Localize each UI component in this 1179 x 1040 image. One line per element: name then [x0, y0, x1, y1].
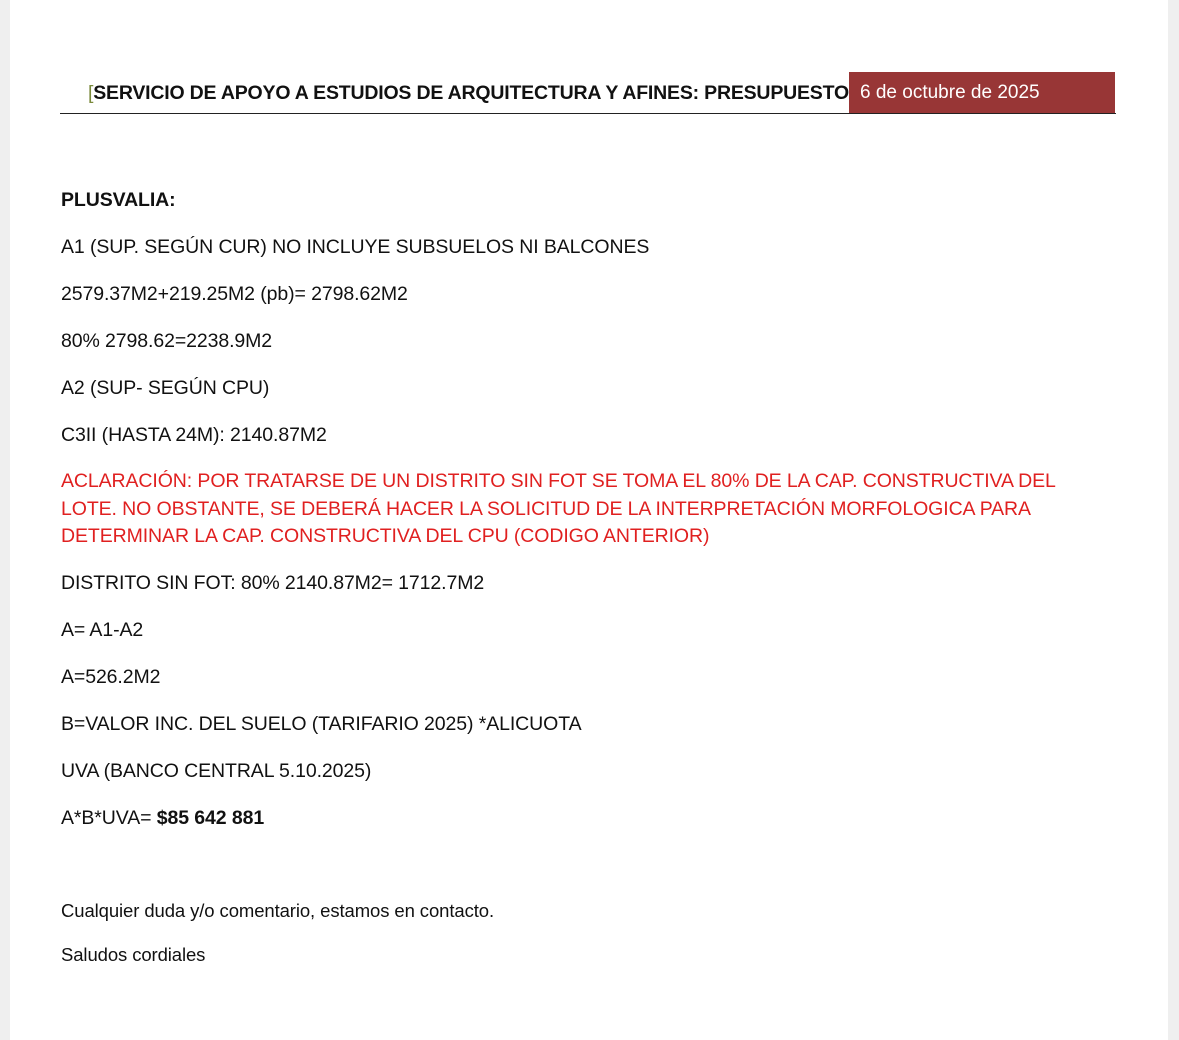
clarification-note: ACLARACIÓN: POR TRATARSE DE UN DISTRITO SIN FOT SE TOMA EL 80% DE LA CAP. CONSTRUCTIVA DEL LOTE. NO OBSTANTE, SE DEBERÁ HACER LA SOLICITUD DE LA INTERPRETACIÓN MORFOLOGICA PARA DETERMINAR LA CAP. CONSTRUCTIVA DEL CPU (CODIGO ANTERIOR) — [61, 470, 1056, 547]
line-b: B=VALOR INC. DEL SUELO (TARIFARIO 2025) *ALICUOTA — [61, 713, 582, 735]
line-a-formula: A= A1-A2 — [61, 619, 144, 641]
line-a-value: A=526.2M2 — [61, 666, 161, 688]
line-c3: C3II (HASTA 24M): 2140.87M2 — [61, 424, 327, 446]
result-line — [61, 807, 264, 830]
line-uva: UVA (BANCO CENTRAL 5.10.2025) — [61, 760, 372, 782]
line-a1: A1 (SUP. SEGÚN CUR) NO INCLUYE SUBSUELOS NI BALCONES — [61, 236, 650, 258]
line-a2: A2 (SUP- SEGÚN CPU) — [61, 377, 270, 399]
header-date: 6 de octubre de 2025 — [849, 72, 1115, 113]
result-label: A*B*UVA= — [61, 807, 157, 829]
line-sum: 2579.37M2+219.25M2 (pb)= 2798.62M2 — [61, 283, 408, 305]
document-header — [60, 72, 1116, 114]
result-value: $85 642 881 — [156, 807, 265, 829]
header-bracket-open: [ — [88, 82, 94, 104]
line-percent: 80% 2798.62=2238.9M2 — [61, 330, 273, 352]
header-title-text: SERVICIO DE APOYO A ESTUDIOS DE ARQUITECTURA Y AFINES: PRESUPUESTO — [93, 82, 849, 104]
line-distrito: DISTRITO SIN FOT: 80% 2140.87M2= 1712.7M2 — [61, 572, 485, 594]
contact-line: Cualquier duda y/o comentario, estamos en contacto. — [61, 900, 494, 921]
greeting-line: Saludos cordiales — [61, 944, 206, 965]
section-title: PLUSVALIA: — [61, 189, 176, 211]
document-page — [10, 0, 1168, 1040]
header-title — [88, 82, 854, 105]
